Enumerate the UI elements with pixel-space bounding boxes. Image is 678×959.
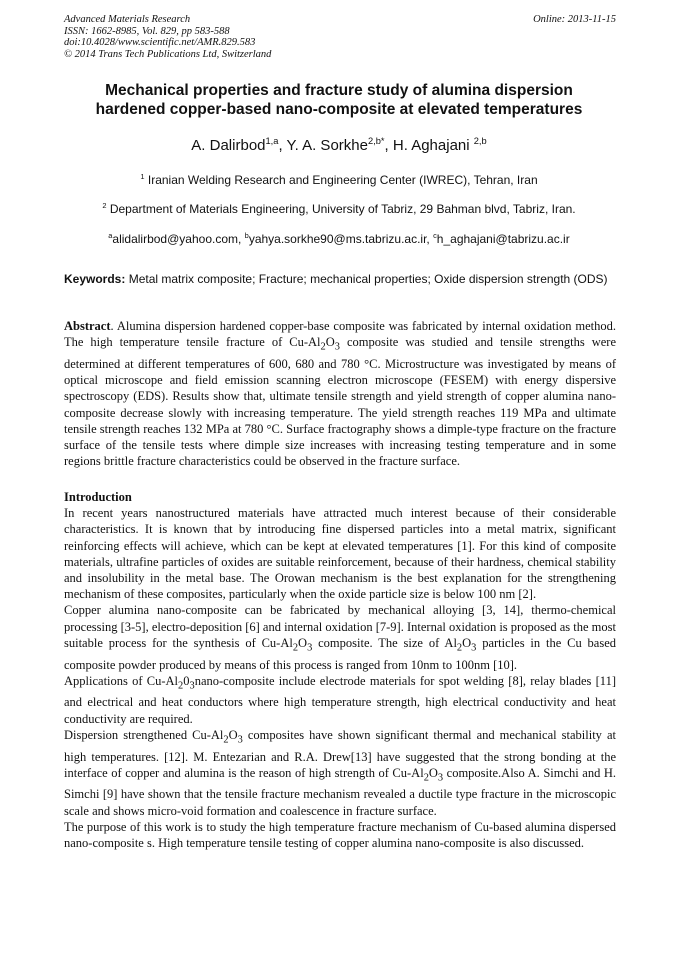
journal-name: Advanced Materials Research <box>64 14 191 25</box>
abstract-text: . Alumina dispersion hardened copper-base composite was fabricated by internal oxidation method. The high temperature tensile fracture of Cu-Al <box>64 319 616 350</box>
paragraph-text: O <box>298 635 308 650</box>
paragraph-text: composite.Also A. Simchi and H. Simchi [9] have shown that the tensile fracture mechanism revealed a ductile type fracture in the microscopic scale and shows micro-void formation and coalescence in fracture surface. <box>64 765 617 818</box>
paragraph-text: O <box>462 635 472 650</box>
paper-title <box>40 82 638 119</box>
paragraph-text: Applications of Cu-Al <box>64 673 179 688</box>
author-list <box>0 137 678 154</box>
intro-paragraph-1: In recent years nanostructured materials have attracted much interest because of their considerable characteristics. It is known that by introducing fine dispersed particles into a metal matrix, significant reinforcing effects will achieve, which can be kept at elevated temperatures [1]. For this kind of composite materials, ultrafine particles of oxides are suitable reinforcement, because of their hardness, chemical stability and insolubility in the metal base. The Orowan mechanism is the best explanation for the strengthening mechanism of these composites, particularly when the oxide particle size is below 100 nm [2]. <box>64 506 616 602</box>
email-b: yahya.sorkhe90@ms.tabrizu.ac.ir, <box>248 232 434 246</box>
subscript: 2 <box>178 680 184 692</box>
intro-paragraph-3 <box>64 673 616 727</box>
author-separator: , <box>278 137 287 154</box>
affiliation-1-marker: 1 <box>140 172 145 181</box>
paragraph-text: nano-composite include electrode materials for spot welding [8], relay blades [11] and electrical and heat conductors where high temperature strength, high electrical conductivity and heat conductivity are required. <box>64 673 617 726</box>
email-c: h_aghajani@tabrizu.ac.ir <box>436 232 570 246</box>
email-c-marker: c <box>433 231 437 240</box>
subscript: 2 <box>423 772 429 784</box>
keywords <box>64 272 616 287</box>
affiliation-2-marker: 2 <box>102 201 107 210</box>
affiliation-2-text: Department of Materials Engineering, University of Tabriz, 29 Bahman blvd, Tabriz, Iran. <box>109 202 576 216</box>
subscript: 3 <box>307 642 313 654</box>
author-separator: , <box>384 137 393 154</box>
abstract-text: composite was studied and tensile strengths were determined at different temperatures of 600, 680 and 780 °C. Microstructure was investigated by means of optical microscope and field emission scanning electron microscope (FESEM) with energy dispersive spectroscopy (EDS). Results show that, ultimate tensile strength and yield strength of copper alumina nano-composite decrease slowly with increasing temperature. The yield strength reaches 119 MPa and ultimate tensile strength reaches 132 MPa at 780 °C. Surface fractography shows a dimple-type fracture on the fracture surface of the tensile tests where dimple size increases with increasing testing temperature and in some regions brittle fracture characteristics could be observed in the fracture surface. <box>64 335 616 469</box>
title-line-2: hardened copper-based nano-composite at elevated temperatures <box>95 100 583 118</box>
author-3: H. Aghajani <box>392 137 470 154</box>
email-b-marker: b <box>244 231 249 240</box>
subscript: 2 <box>320 341 326 353</box>
paragraph-text: Copper alumina nano-composite can be fabricated by mechanical alloying [3, 14], thermo-chemical processing [3-5], electro-deposition [6] and internal oxidation [7-9]. Internal oxidation is proposed as the most suitable process for the synthesis of Cu-Al <box>64 603 616 650</box>
affiliation-1 <box>0 173 678 187</box>
author-1: A. Dalirbod <box>191 137 266 154</box>
introduction-heading: Introduction <box>64 490 132 504</box>
subscript: 3 <box>471 642 477 654</box>
online-date: Online: 2013-11-15 <box>533 14 616 25</box>
paragraph-text: O <box>228 727 238 742</box>
subscript: 3 <box>237 734 243 746</box>
paragraph-text: composites have shown significant thermal and mechanical stability at high temperatures. [12]. M. Entezarian and R.A. Drew[13] have suggested that the strong bonding at the interface of copper and alumina is the reason of high strength of Cu-Al <box>64 727 616 780</box>
author-2-affil: 2,b* <box>367 136 385 146</box>
author-1-affil: 1,a <box>265 136 279 146</box>
paragraph-text: composite. The size of Al <box>312 635 457 650</box>
affiliation-1-text: Iranian Welding Research and Engineering Center (IWREC), Tehran, Iran <box>147 173 538 187</box>
subscript: 3 <box>437 772 444 784</box>
subscript: 2 <box>223 734 229 746</box>
email-a: alidalirbod@yahoo.com, <box>112 232 245 246</box>
running-header <box>64 14 616 60</box>
intro-paragraph-5: The purpose of this work is to study the high temperature fracture mechanism of Cu-based alumina dispersed nano-composite s. High temperature tensile testing of copper alumina nano-composite is also discussed. <box>64 819 616 851</box>
paragraph-text: O <box>428 765 438 780</box>
abstract-label: Abstract <box>64 319 111 333</box>
abstract-text: O <box>325 335 335 350</box>
author-2: Y. A. Sorkhe <box>286 137 368 154</box>
paragraph-text: particles in the Cu based composite powder produced by means of this process is ranged from 10nm to 100nm [10]. <box>64 635 617 672</box>
affiliation-2 <box>0 202 678 216</box>
keywords-text: Metal matrix composite; Fracture; mechanical properties; Oxide dispersion strength (ODS) <box>128 272 608 286</box>
subscript: 3 <box>189 680 195 692</box>
subscript: 2 <box>292 642 299 654</box>
keywords-label: Keywords: <box>64 272 126 286</box>
doi-line: doi:10.4028/www.scientific.net/AMR.829.583 <box>64 37 256 48</box>
abstract <box>64 318 616 469</box>
email-list <box>0 232 678 246</box>
subscript: 3 <box>334 341 340 353</box>
paragraph-text: 0 <box>183 673 190 688</box>
subscript: 2 <box>456 642 463 654</box>
introduction-section <box>64 489 616 851</box>
intro-paragraph-4 <box>64 727 616 819</box>
email-a-marker: a <box>108 231 113 240</box>
copyright-line: © 2014 Trans Tech Publications Ltd, Switzerland <box>64 48 272 60</box>
title-line-1: Mechanical properties and fracture study of alumina dispersion <box>105 82 573 99</box>
issn-line: ISSN: 1662-8985, Vol. 829, pp 583-588 <box>64 25 230 37</box>
author-3-affil: 2,b <box>473 136 487 146</box>
intro-paragraph-2 <box>64 602 616 672</box>
paragraph-text: Dispersion strengthened Cu-Al <box>64 727 224 742</box>
